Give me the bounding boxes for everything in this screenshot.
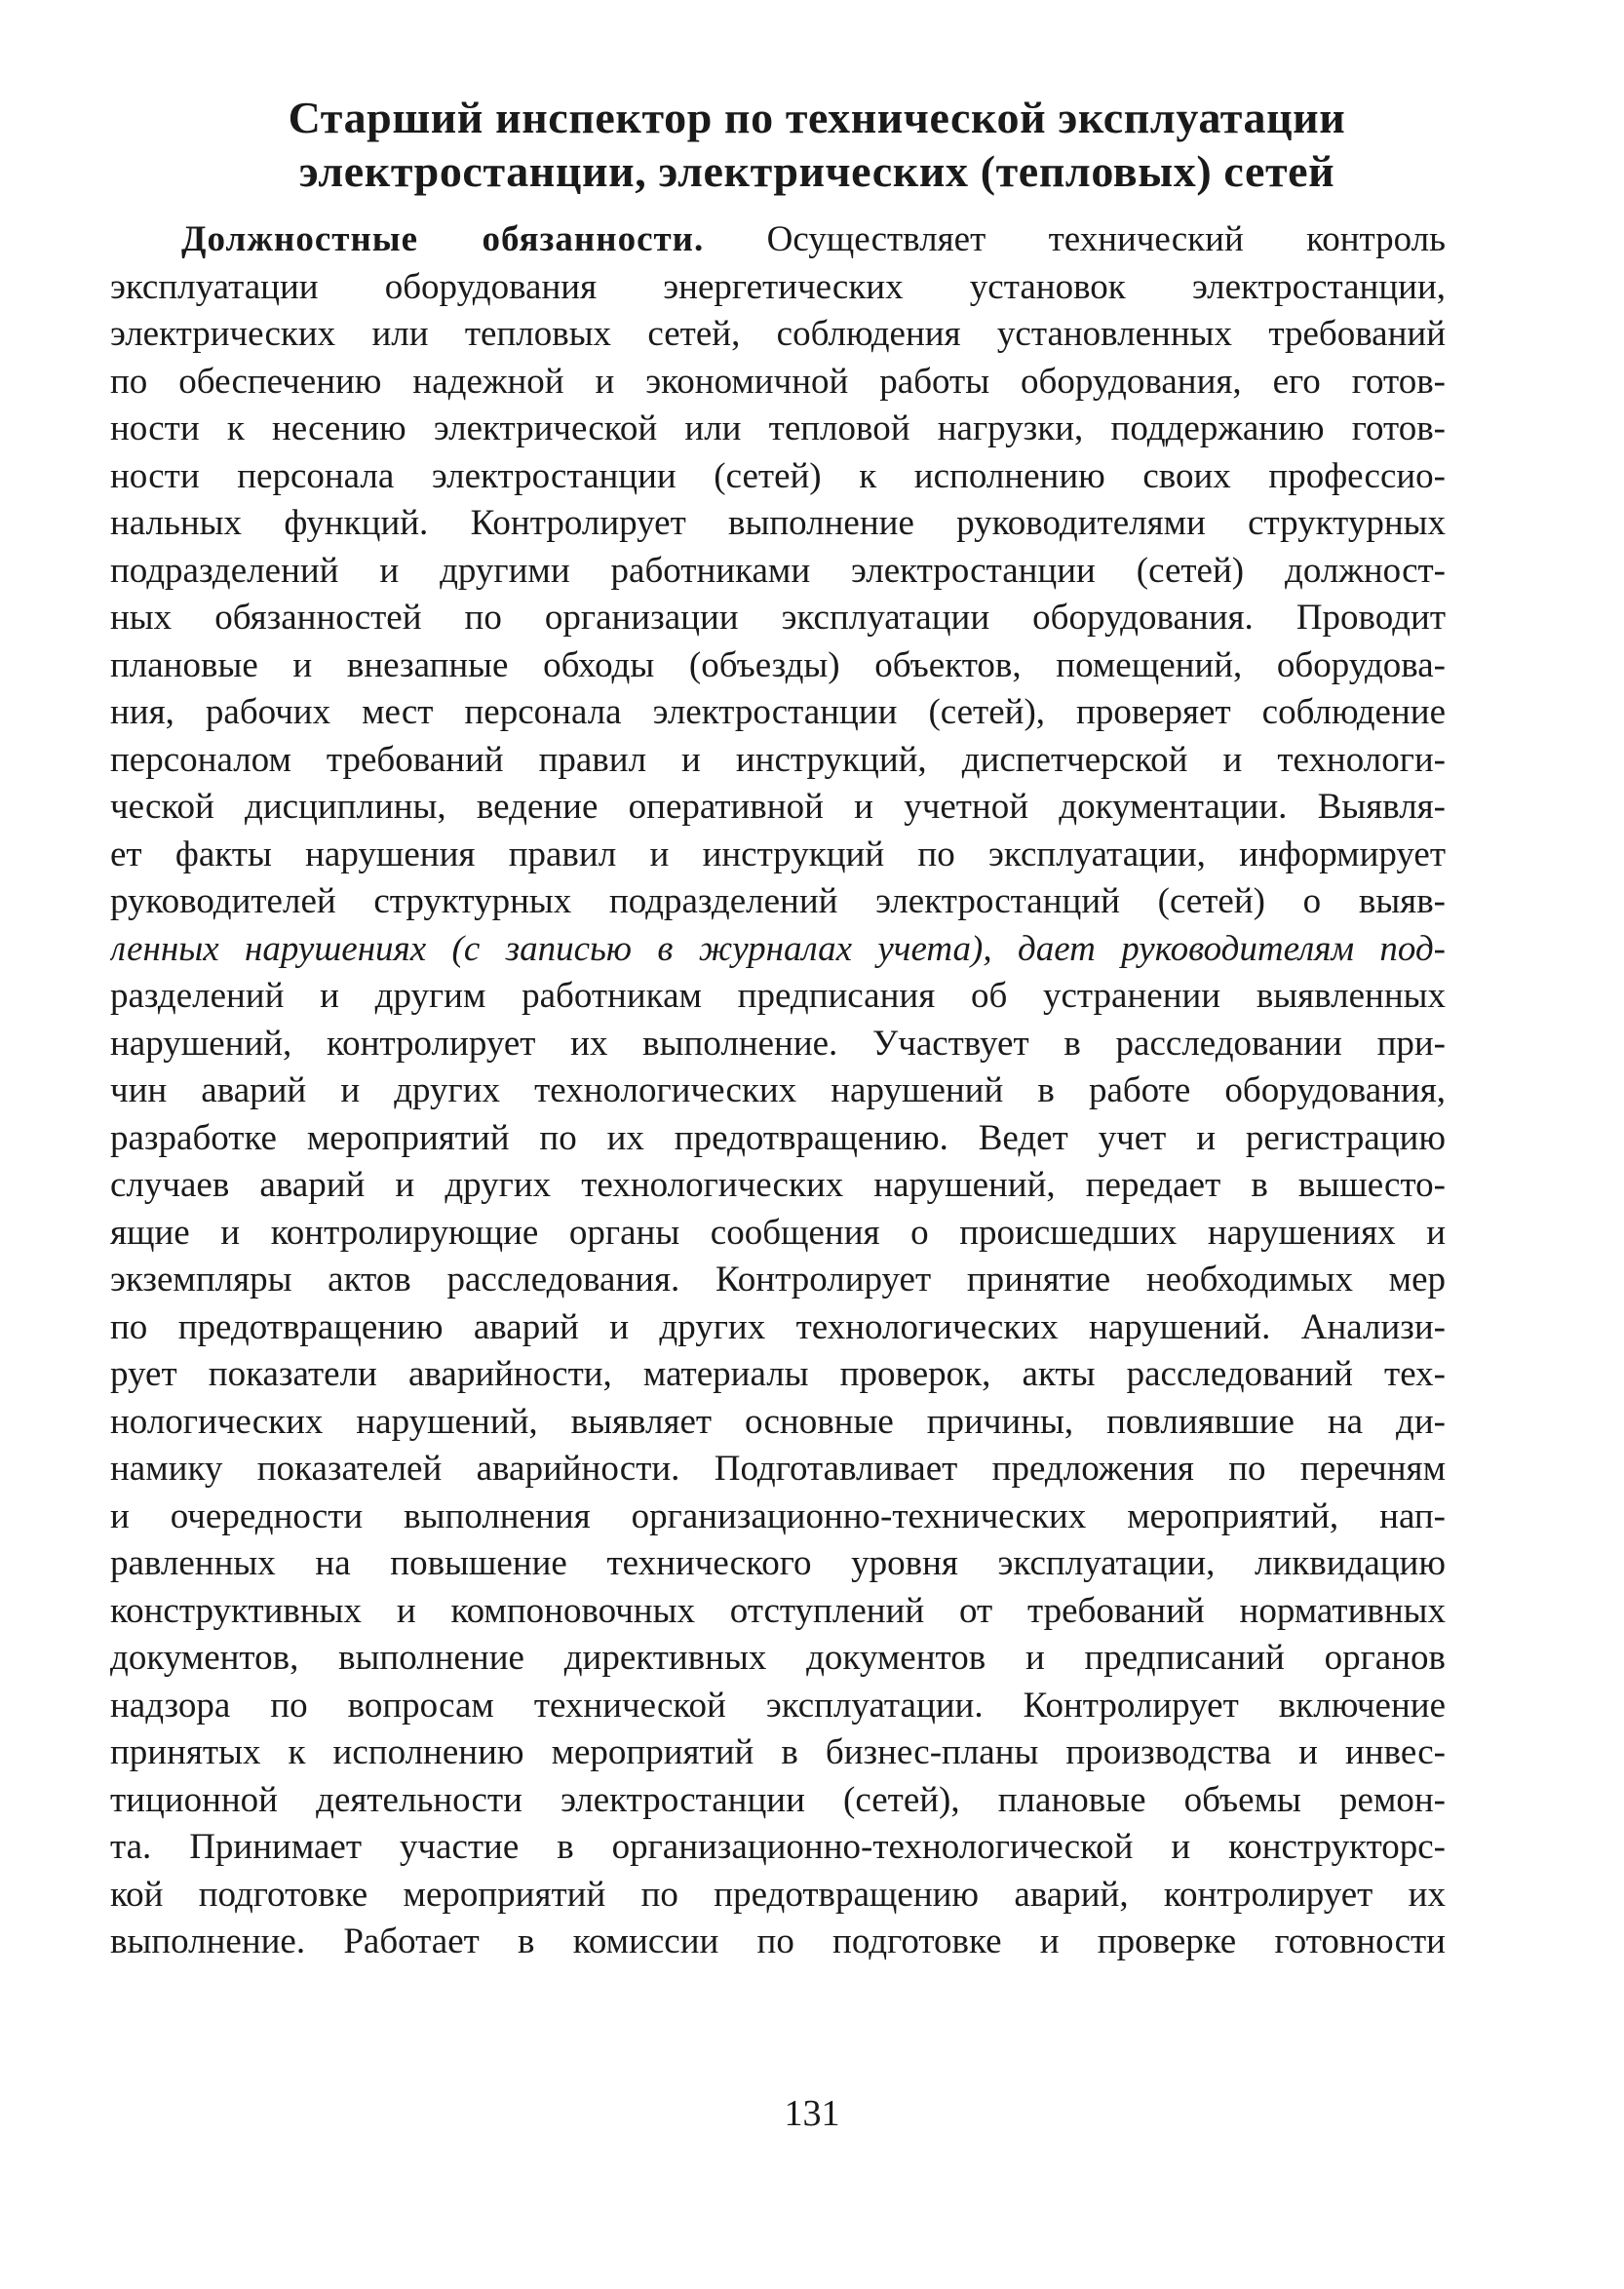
page-title-line-2: электростанции, электрических (тепловых) сетей (298, 146, 1335, 196)
page-title-line-1: Старший инспектор по технической эксплуатации (288, 93, 1346, 142)
text-line: персоналом требований правил и инструкций, диспетчерской и технологи- (110, 739, 1446, 780)
text-line: случаев аварий и других технологических нарушений, передает в вышесто- (110, 1165, 1446, 1205)
body-paragraph (110, 216, 1446, 1966)
text-line: эксплуатации оборудования энергетических установок электростанции, (110, 266, 1446, 307)
text-line: по обеспечению надежной и экономичной работы оборудования, его готов- (110, 361, 1446, 402)
text-line: надзора по вопросам технической эксплуатации. Контролирует включение (110, 1685, 1446, 1726)
text-line: подразделений и другими работниками электростанции (сетей) должност- (110, 550, 1446, 591)
text-line: конструктивных и компоновочных отступлений от требований нормативных (110, 1590, 1446, 1631)
text-line: разработке мероприятий по их предотвращению. Ведет учет и регистрацию (110, 1117, 1446, 1158)
text-line: ящие и контролирующие органы сообщения о происшедших нарушениях и (110, 1212, 1446, 1253)
text-line: нологических нарушений, выявляет основные причины, повлиявшие на ди- (110, 1401, 1446, 1442)
text-line: ных обязанностей по организации эксплуатации оборудования. Проводит (110, 598, 1446, 638)
page-number: 131 (784, 2093, 840, 2134)
text-line: равленных на повышение технического уровня эксплуатации, ликвидацию (110, 1543, 1446, 1583)
text-line: руководителей структурных подразделений электростанций (сетей) о выяв- (110, 881, 1446, 921)
text-line: экземпляры актов расследования. Контролирует принятие необходимых мер (110, 1260, 1446, 1300)
text-line: ности к несению электрической или тепловой нагрузки, поддержанию готов- (110, 408, 1446, 448)
text-line: ленных нарушениях (с записью в журналах учета), дает руководителям под- (110, 928, 1446, 969)
text-line: нарушений, контролирует их выполнение. Участвует в расследовании при- (110, 1023, 1446, 1064)
text-line: документов, выполнение директивных документов и предписаний органов (110, 1638, 1446, 1678)
text-line: чин аварий и других технологических нарушений в работе оборудования, (110, 1070, 1446, 1110)
text-line: нальных функций. Контролирует выполнение руководителями структурных (110, 503, 1446, 543)
text-line-content: Осуществляет технический контроль (704, 219, 1446, 259)
text-line (110, 216, 1446, 264)
text-line: и очередности выполнения организационно-технических мероприятий, нап- (110, 1495, 1446, 1536)
text-line: тиционной деятельности электростанции (сетей), плановые объемы ремон- (110, 1779, 1446, 1820)
text-line: кой подготовке мероприятий по предотвращению аварий, контролирует их (110, 1874, 1446, 1915)
text-line: ческой дисциплины, ведение оперативной и учетной документации. Выявля- (110, 787, 1446, 827)
text-line: ния, рабочих мест персонала электростанции (сетей), проверяет соблюдение (110, 692, 1446, 732)
text-line: та. Принимает участие в организационно-технологической и конструкторс- (110, 1827, 1446, 1867)
text-line: электрических или тепловых сетей, соблюдения установленных требований (110, 314, 1446, 354)
text-line: принятых к исполнению мероприятий в бизнес-планы производства и инвес- (110, 1732, 1446, 1772)
text-line: рует показатели аварийности, материалы проверок, акты расследований тех- (110, 1354, 1446, 1394)
text-line: разделений и другим работникам предписания об устранении выявленных (110, 976, 1446, 1016)
text-line: выполнение. Работает в комиссии по подготовке и проверке готовности (110, 1921, 1446, 1961)
text-line: по предотвращению аварий и других технологических нарушений. Анализи- (110, 1306, 1446, 1347)
text-line: плановые и внезапные обходы (объезды) объектов, помещений, оборудова- (110, 644, 1446, 685)
text-line: ности персонала электростанции (сетей) к исполнению своих профессио- (110, 455, 1446, 496)
lead-in-heading: Должностные обязанности. (181, 219, 705, 259)
text-line: ет факты нарушения правил и инструкций по эксплуатации, информирует (110, 834, 1446, 874)
text-line: намику показателей аварийности. Подготавливает предложения по перечням (110, 1449, 1446, 1489)
